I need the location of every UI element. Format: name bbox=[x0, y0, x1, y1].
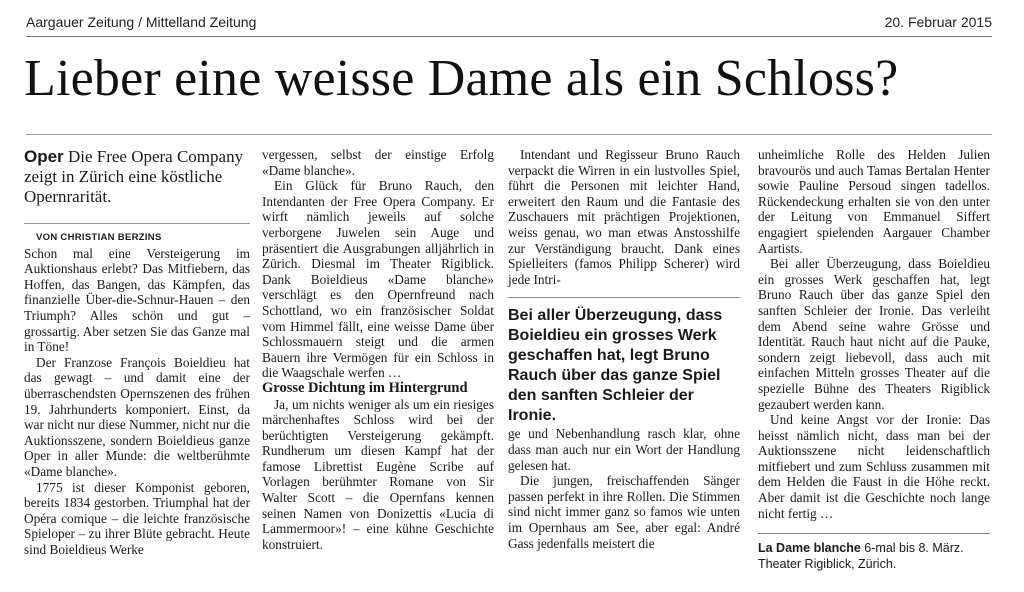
paragraph: ge und Nebenhandlung rasch klar, ohne dass man auch nur ein Wort der Handlung gelesen hat. bbox=[508, 426, 740, 473]
masthead bbox=[26, 12, 992, 34]
subheading: Grosse Dichtung im Hintergrund bbox=[262, 379, 468, 396]
paragraph: Die jungen, freischaffenden Sänger passen perfekt in ihre Rollen. Die Stimmen sind nicht immer ganz so famos wie unten im Opernhaus am See, aber egal: André Gass jedenfalls meistert die bbox=[508, 473, 740, 551]
pull-quote: Bei aller Überzeugung, dass Boieldieu ein grosses Werk geschaffen hat, legt Bruno Rauch über das ganze Spiel den sanften Schleier der Ironie. bbox=[508, 307, 723, 425]
article-kicker: Oper bbox=[24, 147, 64, 166]
paragraph: Bei aller Überzeugung, dass Boieldieu ein grosses Werk geschaffen hat, legt Bruno Rauch über das ganze Spiel den sanften Schleier der Ironie. Das verleiht dem Abend seine wahre Grösse und Identität. Rauch haut nicht auf die Pauke, sondern zeigt liebevoll, dass auch mit einfachen Mitteln grosses Theater auf die spezielle Bühne des Theaters Rigiblick gezaubert werden kann. bbox=[758, 256, 990, 412]
pullquote-divider bbox=[508, 297, 740, 298]
paragraph: unheimliche Rolle des Helden Julien bravourös und auch Tamas Bertalan Henter sowie Pauline Persoud singen tadellos. Rückendeckung erhalten sie von den unter der Leitung von Emmanuel Siffert engagiert spielenden Aargauer Chamber Aartists. bbox=[758, 147, 990, 256]
paragraph: Ja, um nichts weniger als um ein riesiges märchenhaftes Schloss wird bei der berüchtigten Versteigerung gekämpft. Rundherum um diesen Kampf hat der famose Librettist Eugène Scribe auf Vorlagen berühmter Romane von Sir Walter Scott – die Opernfans kennen seinen Namen von Donizettis «Lucia di Lammermoor»! – eine kühne Geschichte konstruiert. bbox=[262, 396, 494, 552]
column-3 bbox=[508, 147, 740, 551]
paragraph: Intendant und Regisseur Bruno Rauch verpackt die Wirren in ein lustvolles Spiel, führt die Personen mit leichter Hand, erweitert den Raum und die Fantasie des Zuschauers mit prächtigen Projektionen, weiss genau, wo man etwas Anstosshilfe zur Verständigung braucht. Dank eines Spielleiters (famos Philipp Scherer) wird jede Intri- bbox=[508, 147, 740, 287]
article-lead bbox=[24, 147, 250, 207]
column-1 bbox=[24, 147, 250, 557]
paragraph: Der Franzose François Boieldieu hat das gewagt – und damit eine der überraschendsten Opernszenen des frühen 19. Jahrhunderts komponiert. Einst, da war nicht nur diese Nummer, nicht nur die Auktionsszene, sondern Boieldieus ganze Oper in aller Munde: die weltberühmte «Dame blanche». bbox=[24, 354, 250, 479]
paragraph: vergessen, selbst der einstige Erfolg «Dame blanche». bbox=[262, 147, 494, 178]
lead-text: Die Free Opera Company zeigt in Zürich eine köstliche Opernrarität. bbox=[24, 147, 244, 206]
paragraph: Und keine Angst vor der Ironie: Das heisst nämlich nicht, dass man bei der Auktionsszene nicht leidenschaftlich mitfiebert und zum Schluss zusammen mit dem Helden die Faust in die Höhe reckt. Aber damit ist die Geschichte noch lange nicht fertig … bbox=[758, 412, 990, 521]
publication-date: 20. Februar 2015 bbox=[884, 14, 992, 30]
infobox-text: 6-mal bis 8. März. Theater Rigiblick, Zürich. bbox=[758, 541, 964, 572]
publication-name: Aargauer Zeitung / Mittelland Zeitung bbox=[26, 14, 257, 30]
paragraph: 1775 ist dieser Komponist geboren, bereits 1834 gestorben. Triumphal hat der Opéra comique – die leichte französische Spieloper – zu ihrer Blüte gebracht. Heute sind Boieldieus Werke bbox=[24, 479, 250, 557]
column-2 bbox=[262, 147, 494, 552]
headline-divider bbox=[26, 134, 992, 135]
masthead-divider bbox=[26, 36, 992, 37]
paragraph: Schon mal eine Versteigerung im Auktionshaus erlebt? Das Mitfiebern, das Hoffen, das Bangen, das Kämpfen, das finanzielle Über-die-Schnur-Hauen – den Triumph? Alles schön und gut – grossartig. Aber setzen Sie das Ganze mal in Töne! bbox=[24, 245, 250, 355]
paragraph: Ein Glück für Bruno Rauch, den Intendanten der Free Opera Company. Er wirft nämlich jeweils auf solche verborgene Juwelen sein Auge und präsentiert die Ausgrabungen alljährlich in Zürich. Diesmal im Theater Rigiblick. Dank Boieldieus «Dame blanche» verschlägt es den Opernfreund nach Schottland, wo ein französischer Soldat vom Himmel fällt, eine weisse Dame über Schlossmauern steigt und die armen Bauern ihre Vermögen für ein Schloss in die Waagschale werfen … bbox=[262, 178, 494, 381]
byline: VON CHRISTIAN BERZINS bbox=[36, 232, 162, 243]
infobox-title: La Dame blanche bbox=[758, 541, 861, 556]
performance-infobox bbox=[758, 540, 990, 572]
infobox-divider bbox=[758, 533, 990, 534]
column-4 bbox=[758, 147, 990, 572]
byline-divider bbox=[24, 223, 250, 224]
article-headline: Lieber eine weisse Dame als ein Schloss? bbox=[24, 50, 899, 107]
